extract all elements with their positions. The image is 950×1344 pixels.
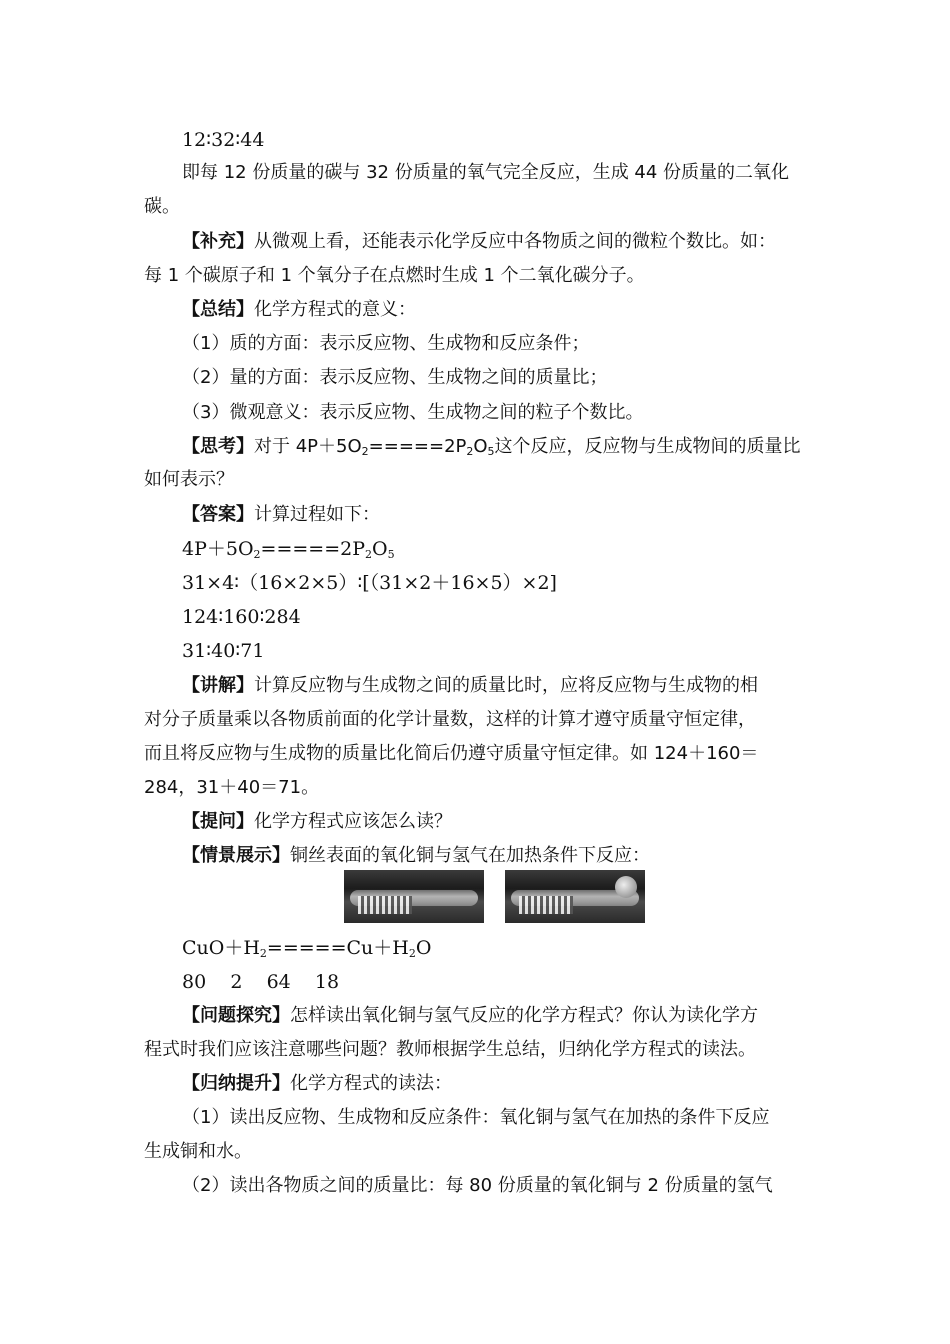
text: 计算过程如下： xyxy=(254,504,380,525)
ratio-line xyxy=(182,639,264,663)
experiment-photo-before xyxy=(344,870,484,923)
paragraph-line xyxy=(144,776,319,800)
list-item xyxy=(182,332,589,356)
paragraph-line xyxy=(144,1038,756,1062)
section-tag: 【提问】 xyxy=(182,811,254,832)
scene-paragraph xyxy=(182,844,650,868)
text: 每 1 个碳原子和 1 个氧分子在点燃时生成 1 个二氧化碳分子。 xyxy=(144,265,645,286)
text: 即每 12 份质量的碳与 32 份质量的氧气完全反应，生成 44 份质量的二氧化 xyxy=(182,162,790,183)
summary-paragraph xyxy=(182,298,416,322)
subscript: 2 xyxy=(408,947,416,960)
section-tag: 【思考】 xyxy=(182,436,254,457)
copper-coil-shape xyxy=(519,896,573,914)
answer-paragraph xyxy=(182,503,380,527)
subscript: 2 xyxy=(365,548,373,561)
subscript: 2 xyxy=(259,947,267,960)
explain-paragraph xyxy=(182,674,758,698)
section-tag: 【情景展示】 xyxy=(182,845,290,866)
text: O xyxy=(473,436,488,457)
text: O xyxy=(415,937,432,959)
subscript: 5 xyxy=(387,548,395,561)
think-paragraph xyxy=(182,435,801,459)
text: CuO＋H xyxy=(182,937,260,959)
section-tag: 【答案】 xyxy=(182,504,254,525)
text: 4P＋5O xyxy=(182,538,254,560)
paragraph-line xyxy=(182,161,789,185)
ratio-line xyxy=(182,128,264,152)
text: 124∶160∶284 xyxy=(182,606,301,628)
text: 对分子质量乘以各物质前面的化学计量数，这样的计算才遵守质量守恒定律， xyxy=(144,709,756,730)
section-tag: 【讲解】 xyxy=(182,675,254,696)
text: 如何表示？ xyxy=(144,469,234,490)
text: 化学方程式的意义： xyxy=(254,299,416,320)
list-item xyxy=(182,366,607,390)
text: 284，31＋40＝71。 xyxy=(144,777,320,798)
text: （3）微观意义：表示反应物、生成物之间的粒子个数比。 xyxy=(182,402,644,423)
section-tag: 【归纳提升】 xyxy=(182,1073,290,1094)
text: =====2P xyxy=(368,436,467,457)
text: 从微观上看，还能表示化学反应中各物质之间的微粒个数比。如： xyxy=(254,231,776,252)
text: 而且将反应物与生成物的质量比化简后仍遵守质量守恒定律。如 124＋160＝ xyxy=(144,743,759,764)
text: 程式时我们应该注意哪些问题？教师根据学生总结，归纳化学方程式的读法。 xyxy=(144,1039,756,1060)
text: 铜丝表面的氧化铜与氢气在加热条件下反应： xyxy=(290,845,650,866)
text: 碳。 xyxy=(144,196,180,217)
paragraph-line xyxy=(144,708,756,732)
list-item xyxy=(182,401,643,425)
list-item xyxy=(182,1174,773,1198)
question-paragraph xyxy=(182,810,452,834)
calculation-line xyxy=(182,571,557,595)
text: 化学方程式的读法： xyxy=(290,1073,452,1094)
paragraph-line xyxy=(144,195,180,219)
text: =====2P xyxy=(260,538,366,560)
text: 怎样读出氧化铜与氢气反应的化学方程式？你认为读化学方 xyxy=(290,1005,758,1026)
inquiry-paragraph xyxy=(182,1004,758,1028)
text: （2）量的方面：表示反应物、生成物之间的质量比； xyxy=(182,367,608,388)
paragraph-line xyxy=(144,468,234,492)
paragraph-line xyxy=(144,742,758,766)
text: =====Cu＋H xyxy=(266,937,409,959)
text: （1）质的方面：表示反应物、生成物和反应条件； xyxy=(182,333,590,354)
subscript: 2 xyxy=(253,548,261,561)
section-tag: 【补充】 xyxy=(182,231,254,252)
text: 这个反应，反应物与生成物间的质量比 xyxy=(494,436,801,457)
supplement-paragraph xyxy=(182,230,776,254)
equation-line xyxy=(182,537,395,561)
text: O xyxy=(372,538,388,560)
mass-values-line xyxy=(182,970,339,994)
text: 对于 4P＋5O xyxy=(254,436,362,457)
flask-bulb-shape xyxy=(615,876,637,898)
equation-line xyxy=(182,936,431,960)
list-item xyxy=(182,1106,769,1130)
text: 计算反应物与生成物之间的质量比时，应将反应物与生成物的相 xyxy=(254,675,758,696)
text: （1）读出反应物、生成物和反应条件：氧化铜与氢气在加热的条件下反应 xyxy=(182,1107,770,1128)
text: 80 2 64 18 xyxy=(182,971,340,993)
section-tag: 【总结】 xyxy=(182,299,254,320)
experiment-photo-after xyxy=(505,870,645,923)
text: 化学方程式应该怎么读？ xyxy=(254,811,452,832)
subscript: 5 xyxy=(487,445,495,458)
text: 生成铜和水。 xyxy=(144,1141,252,1162)
text: 12∶32∶44 xyxy=(182,129,265,151)
copper-coil-shape xyxy=(358,896,412,914)
conclusion-paragraph xyxy=(182,1072,452,1096)
text: 31×4∶（16×2×5）∶[（31×2＋16×5）×2] xyxy=(182,572,557,594)
paragraph-line xyxy=(144,1140,252,1164)
subscript: 2 xyxy=(361,445,369,458)
subscript: 2 xyxy=(466,445,474,458)
text: 31∶40∶71 xyxy=(182,640,265,662)
paragraph-line xyxy=(144,264,645,288)
text: （2）读出各物质之间的质量比：每 80 份质量的氧化铜与 2 份质量的氢气 xyxy=(182,1175,773,1196)
ratio-line xyxy=(182,605,301,629)
section-tag: 【问题探究】 xyxy=(182,1005,290,1026)
